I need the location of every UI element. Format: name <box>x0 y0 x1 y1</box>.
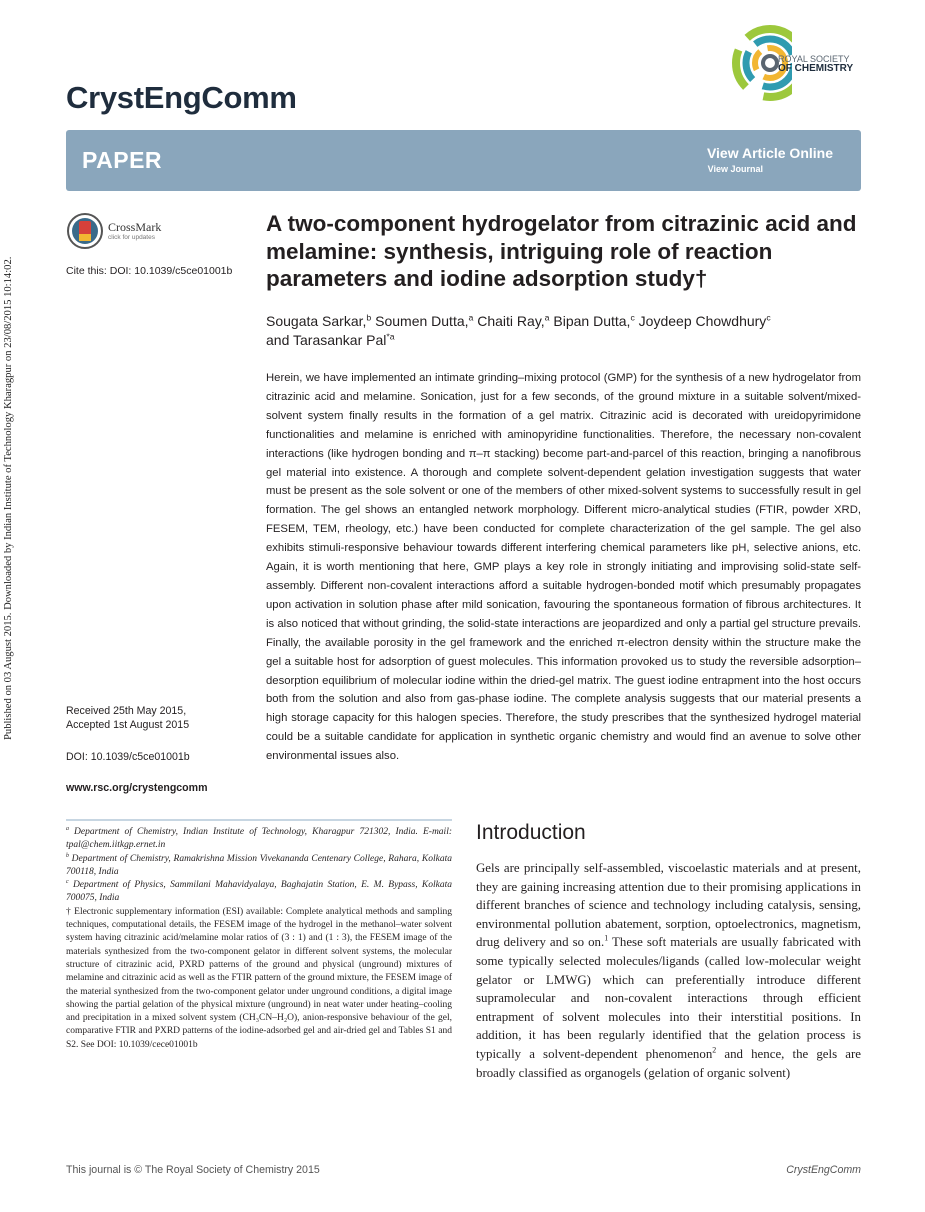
author-affiliation: a <box>468 312 474 323</box>
affiliation-b <box>66 853 452 880</box>
doi: DOI: 10.1039/c5ce01001b <box>66 751 190 763</box>
crossmark-sub: click for updates <box>108 234 155 241</box>
crossmark-icon <box>66 212 104 250</box>
publisher-line1: ROYAL SOCIETY <box>778 54 850 64</box>
article-type-banner <box>66 130 861 191</box>
rsc-logo[interactable] <box>732 22 867 104</box>
article-type-label: PAPER <box>82 147 163 173</box>
footnotes <box>66 826 452 1052</box>
author: Soumen Dutta, <box>371 313 469 329</box>
abstract: Herein, we have implemented an intimate grinding–mixing protocol (GMP) for the synthesis of a new hydrogelator from citrazinic acid and melamine. Sonication, just for a few seconds, of the ground mixture in a suitable solvent/mixed-solvent system finally results in the formation of a gel matrix. Citrazinic acid is decorated with ureidopyrimidone functionalities and melamine is enriched with aminopyridine functionalities. Therefore, the necessary non-covalent interactions (like hydrogen bonding and π–π stacking) become part-and-parcel of this reaction, bringing a nanofibrous gel material into existence. A thorough and complete solvent-dependent gelation investigation suggests that water must be present as the sole solvent or one of the members of other mixed-solvent systems to successfully result in gel formation. The gel shows an entangled network morphology. Different micro-analytical studies (FTIR, powder XRD, FESEM, TEM, rheology, etc.) have been conducted for complete characterization of the gel sample. The gel also exhibits stimuli-responsive behaviour towards different interfering chemical parameters like pH, selective anions, etc. Again, it is worth mentioning that here, GMP plays a key role in strongly initiating and improvising solid-state self-assembly. Different non-covalent interactions afford a suitable hydrogen-bonded motif which presumably propagates upon activation in solution phase after mild sonication, favouring the spontaneous formation of fibrous architectures. It is also noticed that without grinding, the solid-state interactions are jeopardized and only a partial gel structure prevails. Finally, the available porosity in the gel framework and the enriched π-electron density within the structure make the gel a suitable host for adsorption of guest molecules. This information provoked us to study the reversible adsorption–desorption equilibrium of molecular iodine within the dried-gel matrix. The guest iodine entrapment into the host occurs both from the solution and also from gas-phase iodine. The complete analysis suggests that our material presents a high storage capacity for this halogen species. Therefore, the study prescribes that the synthesized hydrogel material could be a suitable candidate for application in synthetic organic chemistry and would find an avenue to solve other environmental issues also. <box>266 372 861 763</box>
author: Bipan Dutta, <box>549 313 631 329</box>
author: and Tarasankar Pal <box>266 332 387 348</box>
esi-note: † Electronic supplementary information (ESI) available: Complete analytical methods and sampling techniques, computational details, the FESEM image of the hydrogel in the methanol–water solvent system having citrazinic acid/melamine molar ratios of (3 : 1) and (1 : 3), the FESEM image of the materials synthesized from the two-component gelator in different solvent systems, the molecular structure of citrazinic acid, PXRD patterns of the ground and physical (unground) mixtures of melamine and citrazinic acid as well as the FTIR pattern of the ground mixture, the FESEM image of the material synthesized from the two-component gelator under unground conditions, a digital image showing the partial gelation of the physical mixture (unground) in neat water under heating–cooling and precipitation in a mixed solvent system (CH₃CN–H₂O), anion-responsive behaviour of the gel, comparative FTIR and PXRD patterns of the iodine-adsorbed gel and air-dried gel and Tables S1 and S2. See DOI: 10.1039/cece01001b <box>66 906 452 1050</box>
affiliation-a <box>66 826 452 853</box>
author-list <box>266 312 866 350</box>
affiliation-text: Department of Chemistry, Indian Institute of Technology, Kharagpur 721302, India. E-mail: tpal@chem.iitkgp.ernet.in <box>66 827 452 851</box>
received-date: Received 25th May 2015, <box>66 705 187 717</box>
affiliation-c <box>66 879 452 906</box>
publisher-line2: OF CHEMISTRY <box>778 63 854 74</box>
publication-sidebar-note <box>3 180 19 740</box>
author-affiliation: *a <box>386 331 395 342</box>
footer-journal: CrystEngComm <box>786 1164 861 1176</box>
intro-text: Gels are principally self-assembled, viscoelastic materials and at present, they are gaining increasing attention due to their promising applications in different branches of science and technology including catalysis, sensing, environmental pollution abatement, sorption, optoelectronics, magnetism, drug delivery and so on. <box>476 861 861 950</box>
author: Chaiti Ray, <box>473 313 545 329</box>
view-article-online-link[interactable]: View Article Online <box>706 145 833 161</box>
reference-link[interactable]: 2 <box>712 1045 717 1055</box>
intro-text: These soft materials are usually fabricated with some typically selected molecules/ligands (called low-molecular weight gelator or LMWG) which can preferentially introduce different supramolecular and non-covalent interactions through efficient entrapment of solvent molecules into their interstitial positions. In addition, it has been regularly identified that the gelation process is typically a solvent-dependent phenomenon <box>476 935 861 1061</box>
affiliation-text: Department of Chemistry, Ramakrishna Mission Vivekananda Centenary College, Rahara, Kolkata 700118, India <box>66 853 452 877</box>
accepted-date: Accepted 1st August 2015 <box>66 719 190 731</box>
published-note: Published on 03 August 2015. Downloaded by Indian Institute of Technology Kharagpur on 23/08/2015 10:14:02. <box>3 256 14 740</box>
affiliation-mark: b <box>66 852 69 859</box>
article-title: A two-component hydrogelator from citrazinic acid and melamine: synthesis, intriguing role of reaction parameters and iodine adsorption study† <box>266 211 857 291</box>
introduction-body <box>476 859 861 1082</box>
author-affiliation: c <box>766 312 771 323</box>
footnote-divider <box>66 819 452 821</box>
author: Sougata Sarkar, <box>266 313 367 329</box>
journal-url-link[interactable]: www.rsc.org/crystengcomm <box>66 782 208 794</box>
author-affiliation: c <box>630 312 635 323</box>
crossmark-badge[interactable] <box>66 212 186 252</box>
author-affiliation: a <box>544 312 550 323</box>
affiliation-mark: c <box>66 879 69 886</box>
author-affiliation: b <box>366 312 372 323</box>
crossmark-label: CrossMark <box>108 220 162 234</box>
affiliation-mark: a <box>66 825 69 832</box>
view-journal-link[interactable]: View Journal <box>707 164 763 174</box>
publisher-name <box>778 55 853 73</box>
intro-text: and hence, the gels are broadly classified as organogels (gelation of organic solvent) <box>476 1046 861 1080</box>
cite-this: Cite this: DOI: 10.1039/c5ce01001b <box>66 265 233 277</box>
author: Joydeep Chowdhury <box>634 313 767 329</box>
reference-link[interactable]: 1 <box>604 934 609 944</box>
journal-name: CrystEngComm <box>66 80 297 115</box>
affiliation-text: Department of Physics, Sammilani Mahavidyalaya, Baghajatin Station, E. M. Bypass, Kolkata 700075, India <box>66 880 452 904</box>
footer-copyright: This journal is © The Royal Society of Chemistry 2015 <box>66 1164 320 1176</box>
introduction-heading: Introduction <box>476 821 586 844</box>
